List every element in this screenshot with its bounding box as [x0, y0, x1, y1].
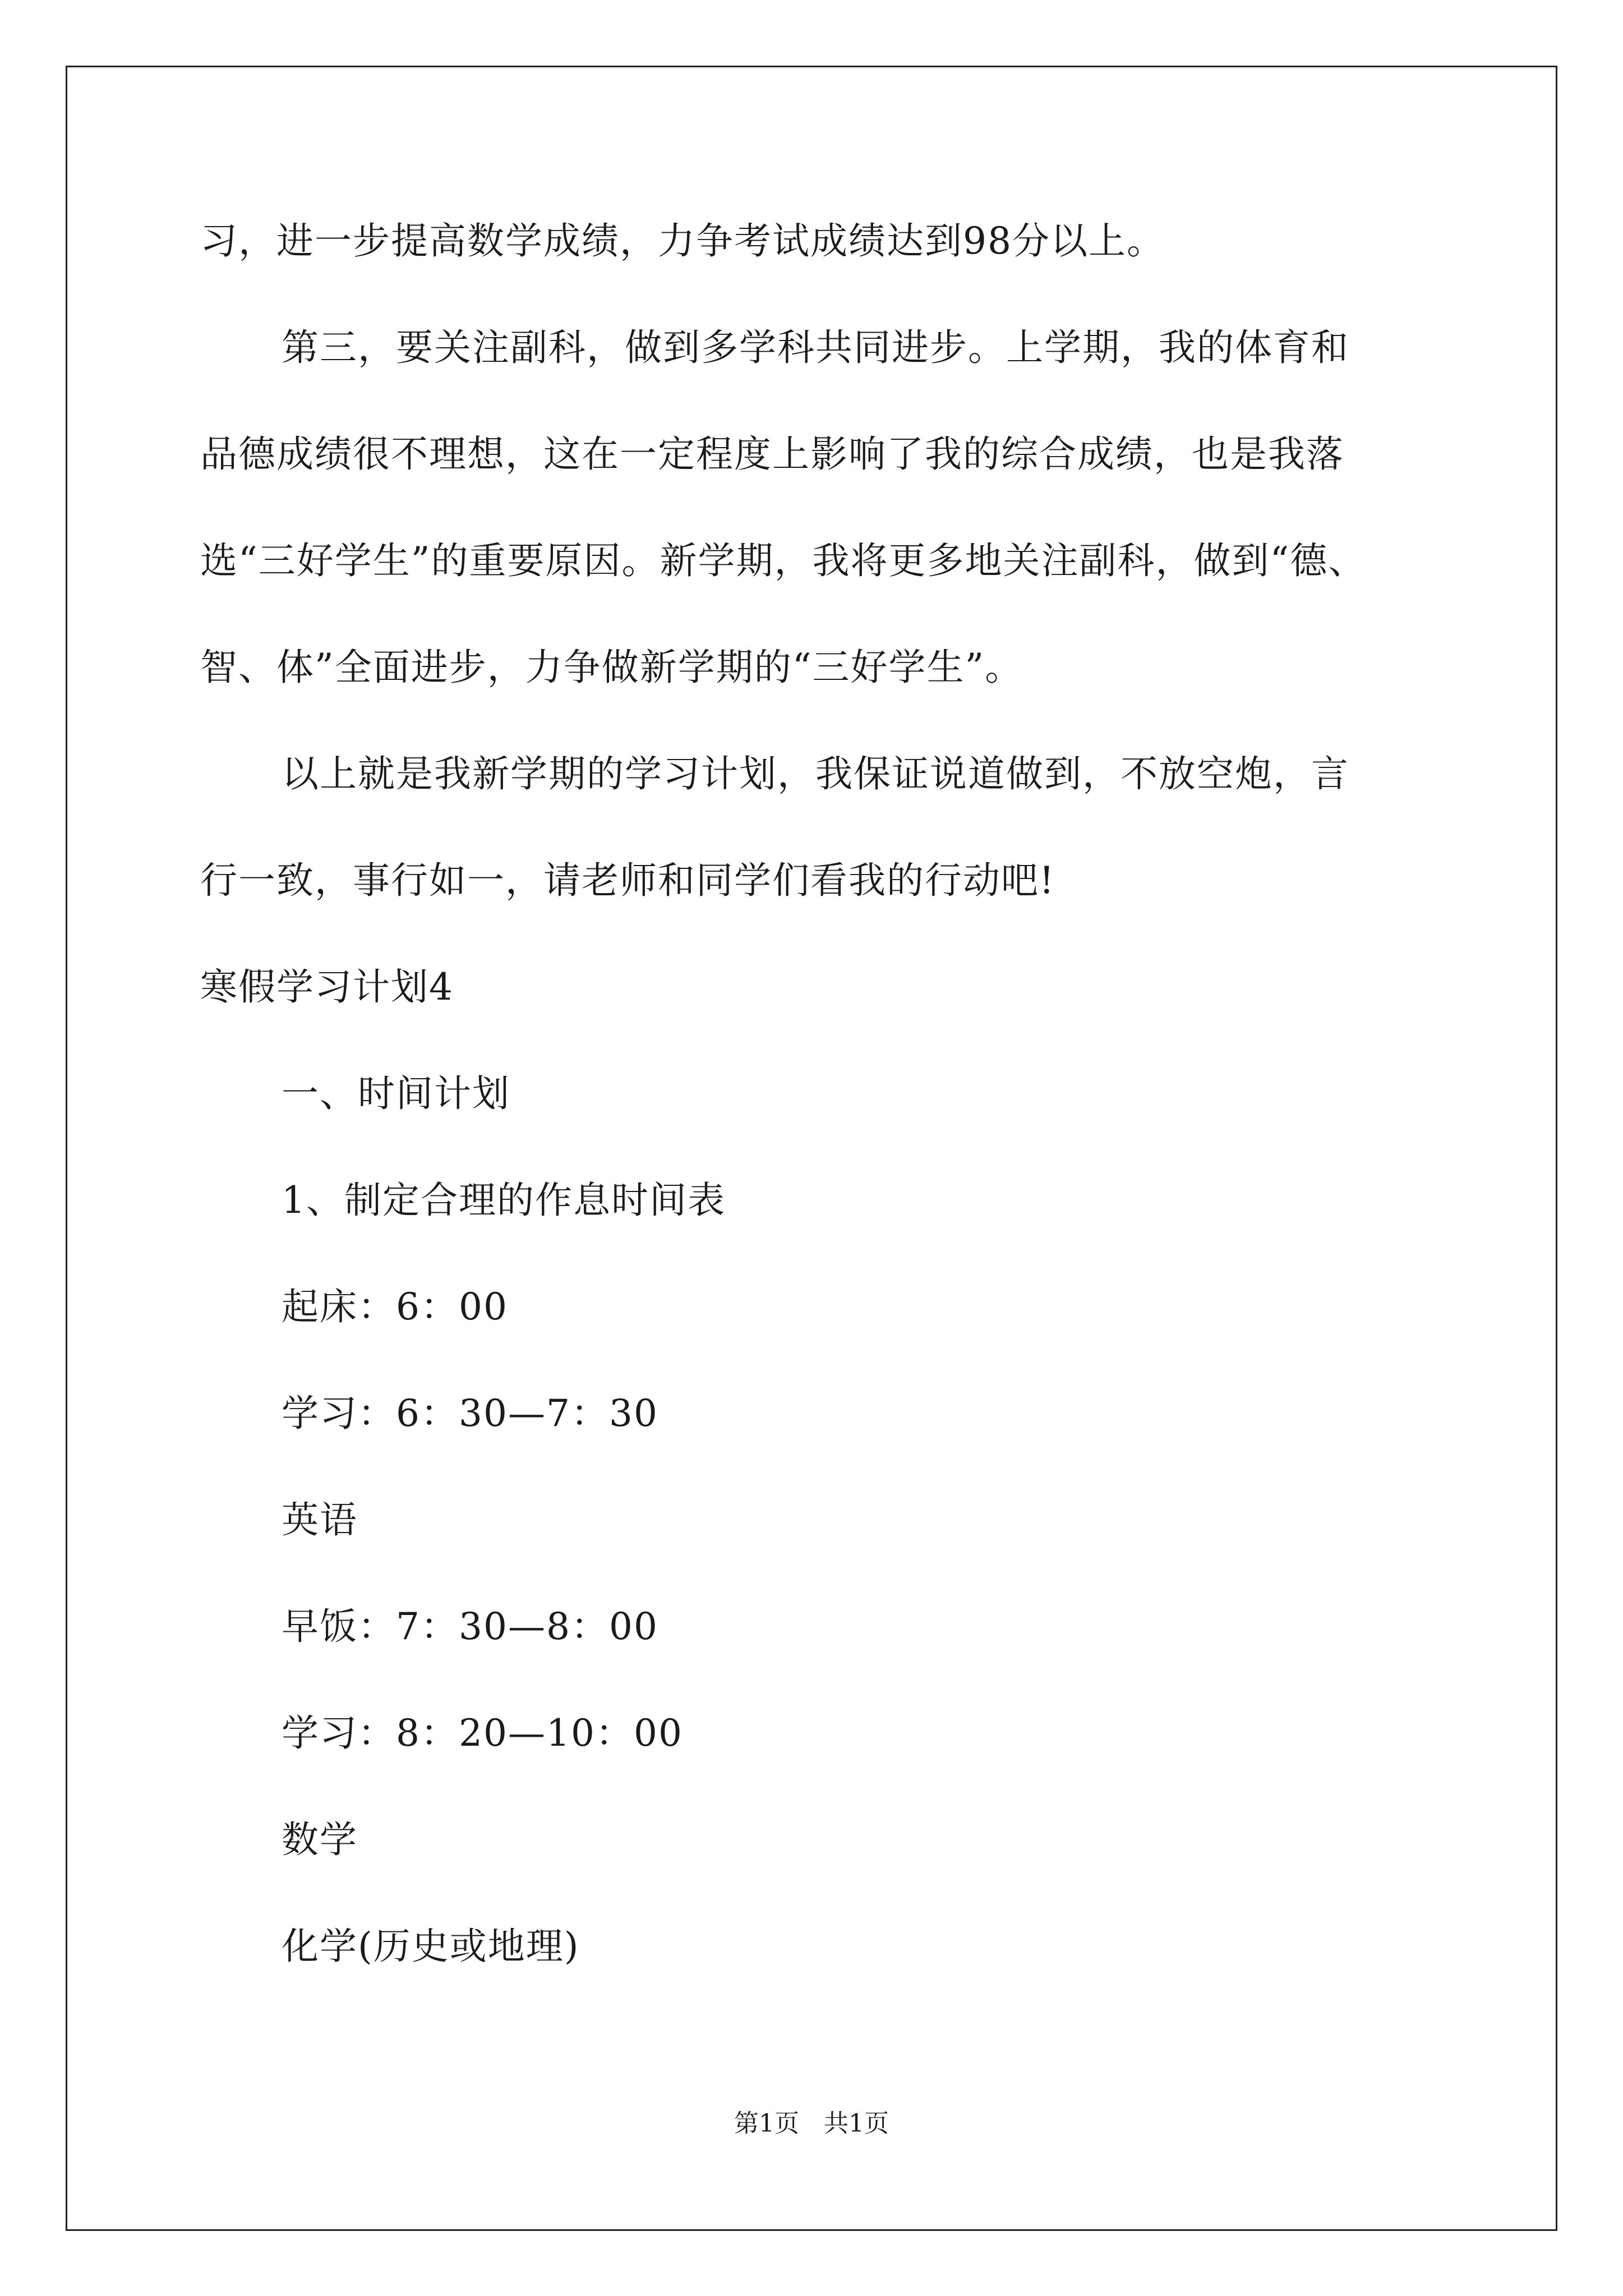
schedule-item: 数学: [282, 1818, 358, 1861]
paragraph-line: 行一致，事行如一，请老师和同学们看我的行动吧!: [200, 859, 1055, 902]
paragraph-line: 品德成绩很不理想，这在一定程度上影响了我的综合成绩，也是我落: [200, 432, 1344, 476]
schedule-item: 化学(历史或地理): [282, 1925, 580, 1968]
schedule-item: 英语: [282, 1498, 358, 1542]
page-border: [66, 66, 1557, 2231]
schedule-item: 早饭：7：30—8：00: [282, 1605, 658, 1648]
subsection-heading: 一、时间计划: [282, 1072, 510, 1115]
page-footer: 第1页 共1页: [734, 2109, 889, 2138]
paragraph-line: 习，进一步提高数学成绩，力争考试成绩达到98分以上。: [200, 219, 1165, 263]
schedule-item: 学习：6：30—7：30: [282, 1392, 658, 1435]
section-heading: 寒假学习计划4: [200, 965, 454, 1009]
schedule-item: 起床：6：00: [282, 1285, 508, 1328]
paragraph-line: 选“三好学生”的重要原因。新学期，我将更多地关注副科，做到“德、: [200, 539, 1367, 582]
paragraph-line: 智、体”全面进步，力争做新学期的“三好学生”。: [200, 646, 1023, 689]
paragraph-line: 以上就是我新学期的学习计划，我保证说道做到，不放空炮，言: [282, 752, 1349, 795]
schedule-item: 学习：8：20—10：00: [282, 1711, 683, 1755]
list-item: 1、制定合理的作息时间表: [282, 1179, 726, 1222]
paragraph-line: 第三，要关注副科，做到多学科共同进步。上学期，我的体育和: [282, 326, 1349, 369]
